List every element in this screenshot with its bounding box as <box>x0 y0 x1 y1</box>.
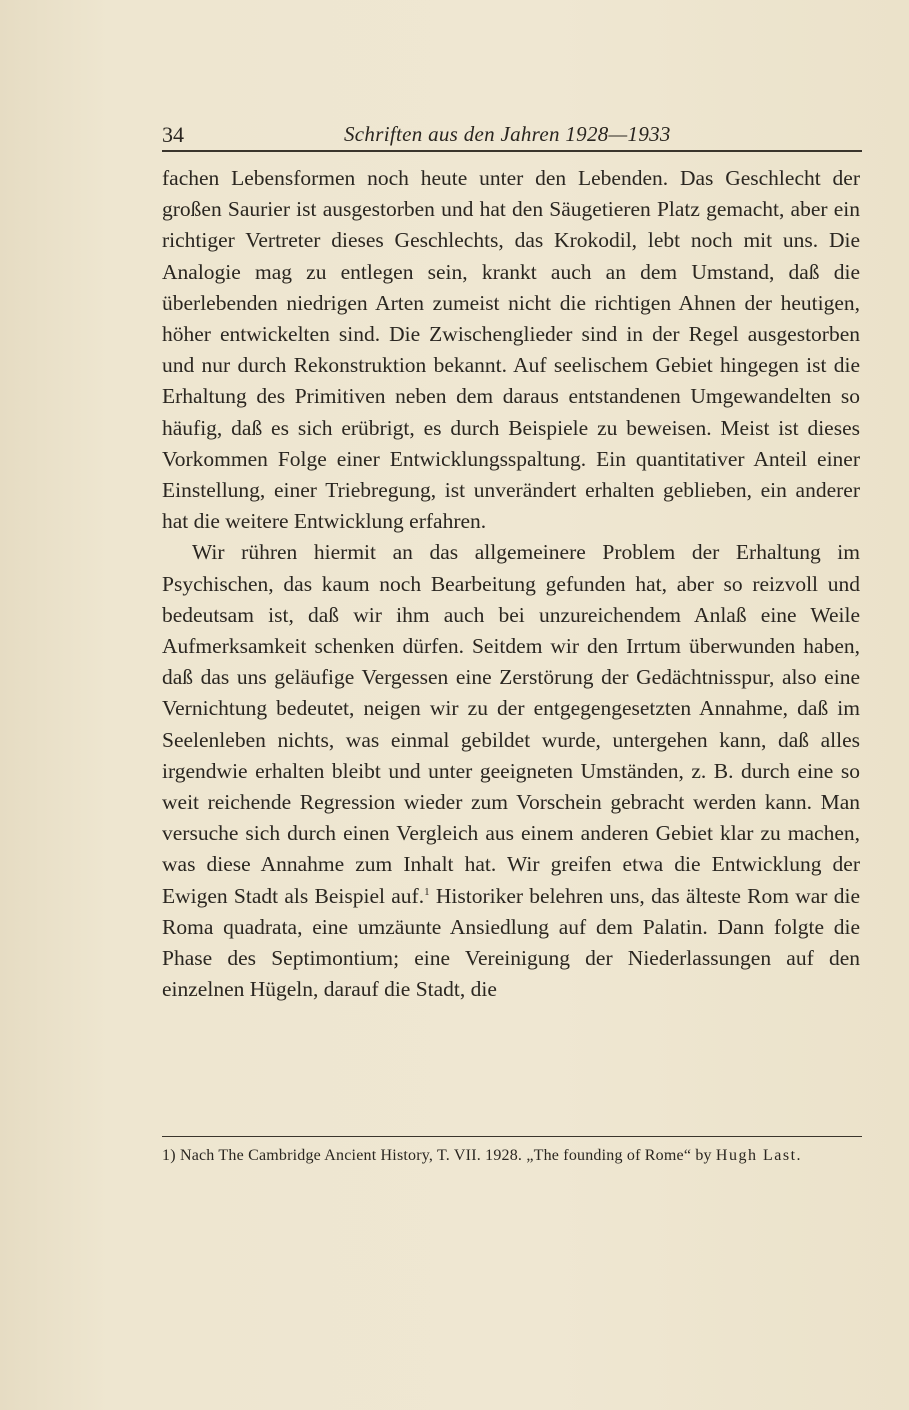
footnote-rule <box>162 1136 862 1137</box>
paragraph-2 <box>162 537 860 1005</box>
page-header <box>162 118 862 150</box>
paragraph-2-text-b: Historiker belehren uns, das älteste Rom war die Roma quadrata, eine umzäunte Ansiedlung auf dem Palatin. Dann folgte die Phase des Septimontium; eine Vereinigung der Niederlassungen auf den einzelnen Hügeln, darauf die Stadt, die <box>162 883 860 1002</box>
page-number: 34 <box>162 122 184 147</box>
paragraph-1: fachen Lebensformen noch heute unter den Lebenden. Das Geschlecht der großen Saurier ist ausgestorben und hat den Säugetieren Platz gemacht, aber ein richtiger Vertreter dieses Geschlechts, das Krokodil, lebt noch mit uns. Die Analogie mag zu entlegen sein, krankt auch an dem Umstand, daß die überlebenden niedrigen Arten zumeist nicht die richtigen Ahnen der heutigen, höher entwickelten sind. Die Zwischenglieder sind in der Regel ausgestorben und nur durch Rekonstruktion bekannt. Auf seelischem Gebiet hingegen ist die Erhaltung des Primitiven neben dem daraus entstandenen Umgewandelten so häufig, daß es sich erübrigt, es durch Beispiele zu beweisen. Meist ist dieses Vorkommen Folge einer Entwicklungsspaltung. Ein quantitativer Anteil einer Einstellung, einer Triebregung, ist unverändert erhalten geblieben, ein anderer hat die weitere Entwicklung erfahren. <box>162 166 860 534</box>
running-head: Schriften aus den Jahren 1928—1933 <box>344 122 671 146</box>
paragraph-2-text-a: Wir rühren hiermit an das allgemeinere Problem der Erhaltung im Psychischen, das kaum noch Bearbeitung gefunden hat, aber so reizvoll und bedeutsam ist, daß wir ihm auch bei unzureichendem Anlaß eine Weile Aufmerksamkeit schenken dürfen. Seitdem wir den Irrtum überwunden haben, daß das uns geläufige Vergessen eine Zerstörung der Gedächtnisspur, also eine Vernichtung bedeutet, neigen wir zu der entgegengesetzten Annahme, daß im Seelenleben nichts, was einmal gebildet wurde, untergehen kann, daß alles irgendwie erhalten bleibt und unter geeigneten Umständen, z. B. durch eine so weit reichende Regression wieder zum Vorschein gebracht werden kann. Man versuche sich durch einen Vergleich aus einem anderen Gebiet klar zu machen, was diese Annahme zum Inhalt hat. Wir greifen etwa die Entwicklung der Ewigen Stadt als Beispiel auf. <box>162 540 860 908</box>
body-text <box>162 163 860 1005</box>
footnote <box>162 1145 860 1167</box>
footnote-text: Nach The Cambridge Ancient History, T. VII. 1928. „The founding of Rome“ by <box>179 1147 712 1164</box>
footnote-reference[interactable]: 1 <box>424 885 430 898</box>
header-rule <box>162 150 862 152</box>
footnote-marker: 1) <box>162 1147 176 1164</box>
footnote-author: Hugh Last. <box>715 1147 803 1164</box>
